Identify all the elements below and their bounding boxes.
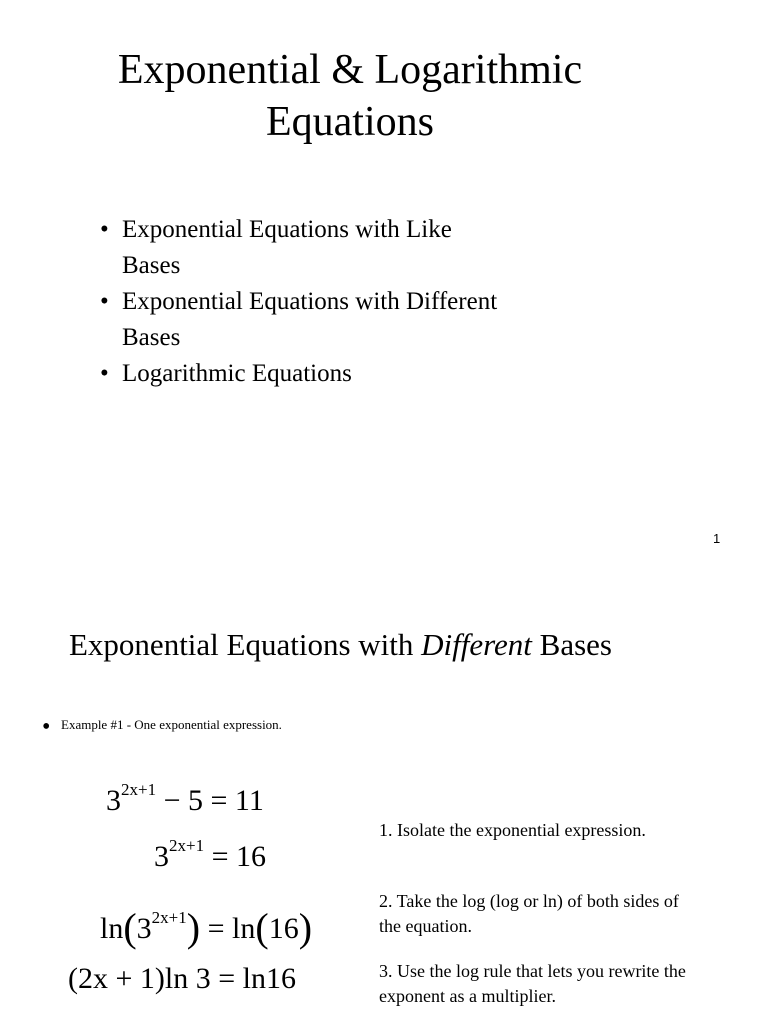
example-bullet-icon: • [42, 714, 51, 740]
eq2-exponent: 2x+1 [169, 836, 205, 855]
bullet-item [100, 356, 620, 392]
eq3-equals: = ln [200, 912, 256, 945]
step-3: 3. Use the log rule that lets you rewrite the exponent as a multiplier. [379, 961, 686, 1006]
slide1-bullet-list [100, 212, 620, 392]
equation-4: (2x + 1)ln 3 = ln16 [68, 962, 296, 995]
bullet-item [100, 212, 620, 284]
example-label: Example #1 - One exponential expression. [61, 717, 282, 732]
step-2: 2. Take the log (log or ln) of both sides of the equation. [379, 891, 679, 936]
eq2-base: 3 [154, 840, 169, 873]
step-1: 1. Isolate the exponential expression. [379, 820, 646, 840]
eq3-right-paren: ) [186, 905, 201, 950]
eq3-exponent: 2x+1 [151, 908, 187, 927]
eq1-exponent: 2x+1 [121, 780, 157, 799]
slide1-title [0, 44, 700, 148]
eq3-left-paren: ( [123, 905, 137, 950]
bullet-dot-icon: • [100, 360, 109, 387]
equation-3 [100, 904, 312, 951]
bullet-item [100, 284, 620, 356]
slide1-title-line2: Equations [266, 99, 434, 145]
eq3-rhs: 16 [268, 912, 299, 945]
slide2-title [69, 627, 612, 663]
equation-2 [154, 836, 267, 874]
page-number: 1 [713, 531, 721, 546]
bullet-text-line2: Bases [122, 324, 181, 351]
equation-1 [106, 780, 264, 818]
eq2-rest: = 16 [204, 840, 267, 873]
slide2-title-part2: Bases [531, 627, 612, 662]
bullet-text-line1: Exponential Equations with Like [122, 216, 452, 243]
slide2-title-italic: Different [421, 627, 532, 662]
slide2-title-part1: Exponential Equations with [69, 627, 422, 662]
eq1-base: 3 [106, 784, 121, 817]
eq3-rhs-left-paren: ( [255, 905, 269, 950]
eq3-base: 3 [136, 912, 152, 945]
eq3-fn: ln [100, 912, 124, 945]
bullet-text-line1: Exponential Equations with Different [122, 288, 498, 315]
eq1-rest: − 5 = 11 [156, 784, 264, 817]
bullet-text-line1: Logarithmic Equations [122, 360, 352, 387]
bullet-dot-icon: • [100, 216, 109, 243]
bullet-dot-icon: • [100, 288, 109, 315]
eq3-rhs-right-paren: ) [298, 905, 313, 950]
slide1-title-line1: Exponential & Logarithmic [117, 47, 583, 93]
bullet-text-line2: Bases [122, 252, 181, 279]
